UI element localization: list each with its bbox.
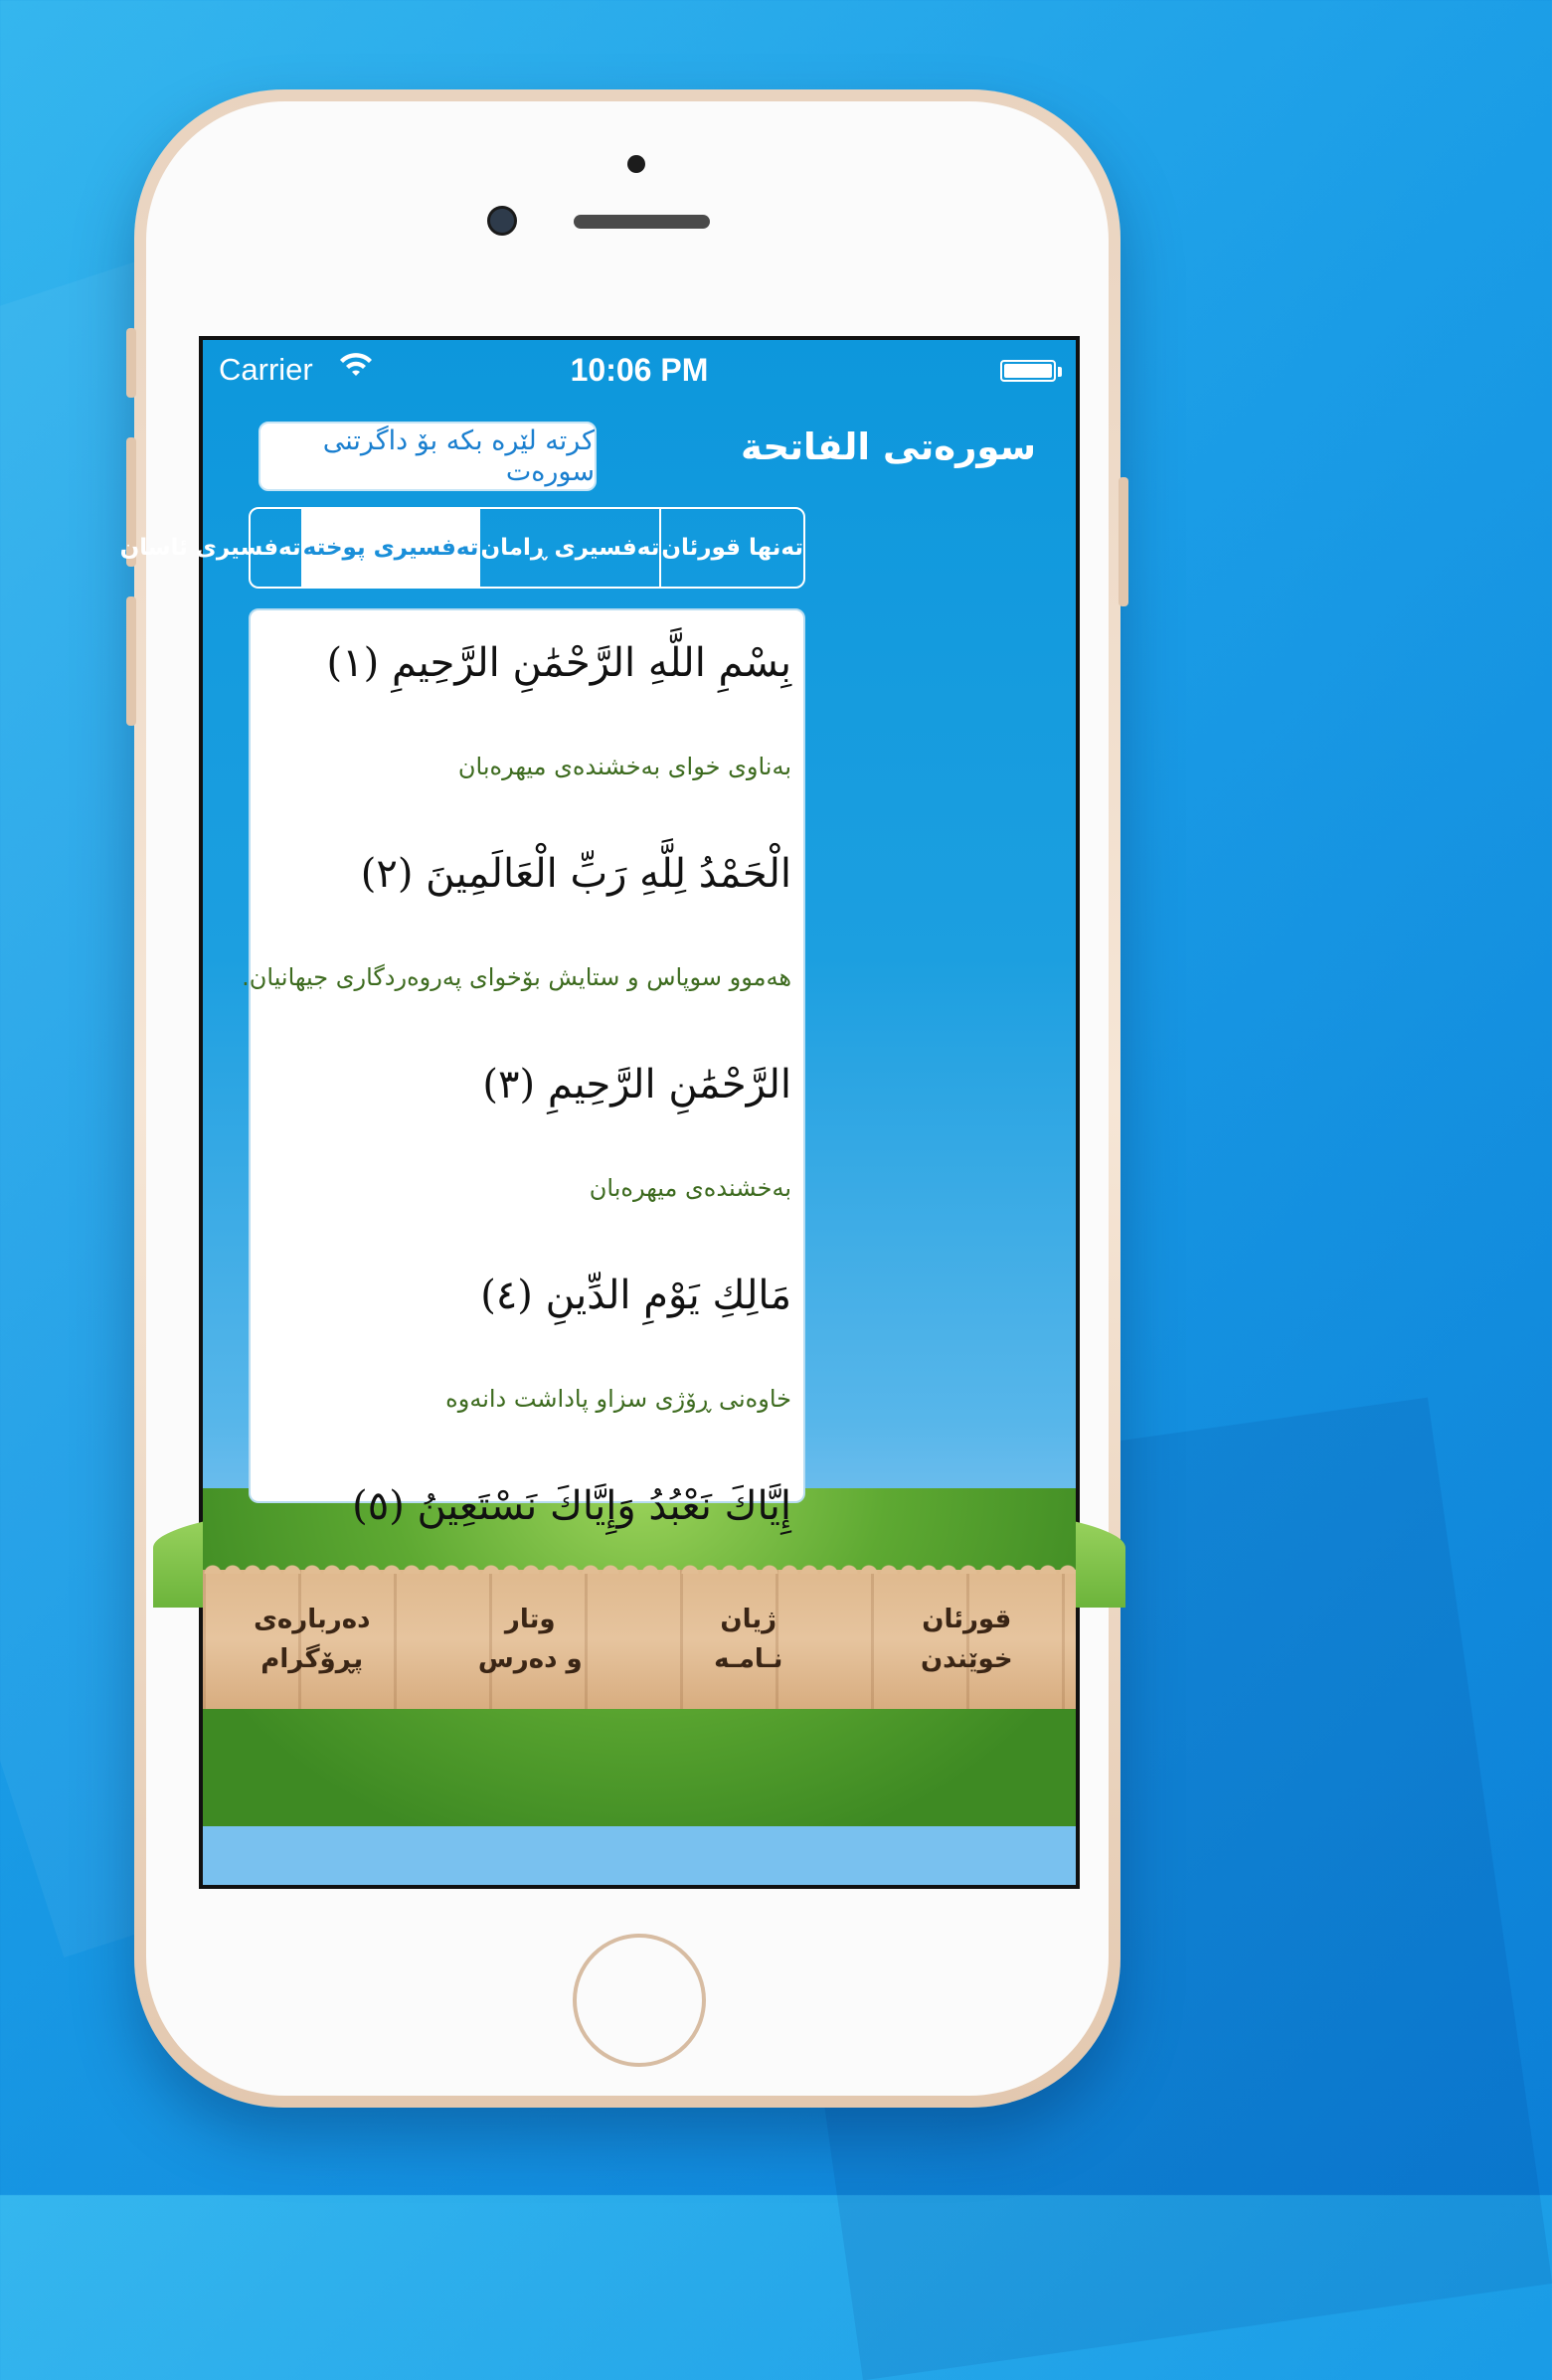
nav-label-line2: و دەرس [477,1644,583,1674]
volume-down-button [126,596,136,726]
carrier-label: Carrier [219,352,313,387]
nav-label-line2: پڕۆگرام [260,1644,364,1674]
screen [119,336,1080,1889]
verse-arabic: بِسْمِ اللَّهِ الرَّحْمَٰنِ الرَّحِيمِ (١) [326,640,791,686]
tab-tafsir-raman[interactable]: تەفسیری ڕامان [478,509,659,587]
sensor-dot [627,155,645,173]
battery-icon [1000,360,1056,382]
tab-tafsir-asan[interactable]: تەفسیری ئاسان [119,535,301,561]
verse-translation: بەخشندەی میهرەبان [589,1174,791,1202]
verses-list [242,610,803,1533]
surah-title: سورەتی الفاتحة [740,425,1036,468]
verse-translation: خاوەنی ڕۆژی سزاو پاداشت دانەوە [445,1385,791,1413]
nav-biography[interactable] [639,1570,858,1709]
home-button[interactable] [573,1934,706,2067]
phone-frame [119,89,1121,2108]
earpiece-speaker [574,215,710,229]
power-button [1119,477,1128,606]
tafsir-segmented-control [119,507,805,589]
verse-arabic: إِيَّاكَ نَعْبُدُ وَإِيَّاكَ نَسْتَعِينُ (٥) [352,1483,791,1529]
tab-quran-only[interactable]: تەنها قورئان [659,509,803,587]
verses-panel[interactable] [242,608,805,1529]
nav-label-line2: خوێندن [920,1644,1013,1674]
status-bar [203,340,1076,402]
verse-arabic: الرَّحْمَٰنِ الرَّحِيمِ (٣) [482,1062,791,1107]
verse-arabic: الْحَمْدُ لِلَّهِ رَبِّ الْعَالَمِينَ (٢) [360,851,791,897]
verse-arabic: مَالِكِ يَوْمِ الدِّينِ (٤) [480,1273,791,1318]
select-surah-button[interactable]: کرتە لێرە بکە بۆ داگرتنی سورەت [259,422,597,491]
battery-tip [1058,367,1062,377]
phone-face [119,101,1109,2096]
nav-lectures[interactable] [422,1570,640,1709]
front-camera [487,206,517,236]
nav-label-line1: وتار [504,1605,556,1634]
mute-switch [126,328,136,398]
nav-label-line1: قورئان [922,1605,1012,1634]
app-view [119,340,1076,1885]
verse-translation: هەموو سوپاس و ستایش بۆخوای پەروەردگاری جیهانیان. [242,963,791,991]
nav-label-line1: دەربارەی [254,1605,371,1634]
bottom-nav [203,1570,1076,1709]
clock: 10:06 PM [570,352,709,388]
nav-about-app[interactable] [203,1570,422,1709]
tab-tafsir-pukhta[interactable]: تەفسیری پوختە [301,509,479,587]
verse-translation: بەناوی خوای بەخشندەی میهرەبان [457,753,791,780]
nav-read-quran[interactable] [858,1570,1077,1709]
nav-label-line1: ژیان [720,1605,777,1634]
nav-label-line2: نـامـە [714,1644,783,1674]
